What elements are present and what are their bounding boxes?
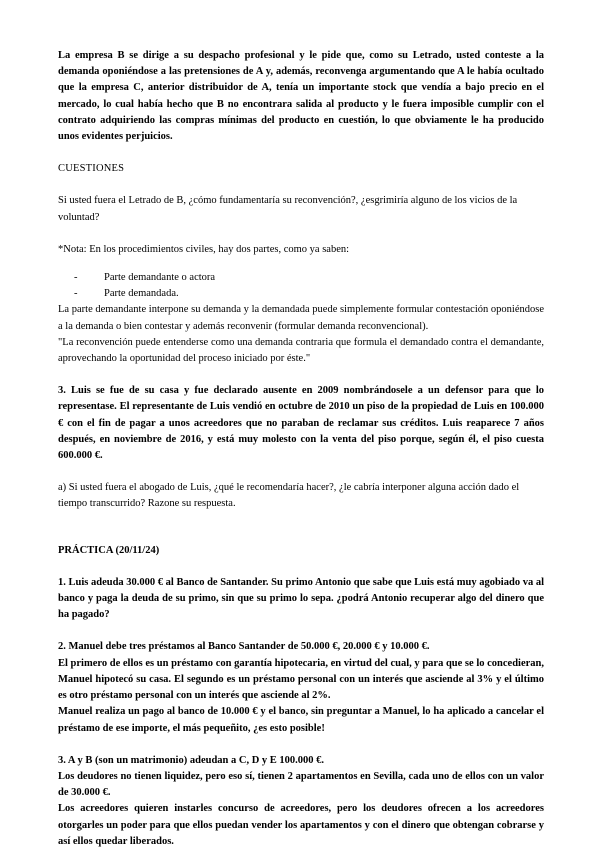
nota-quote: "La reconvención puede entenderse como una demanda contraria que formula el demandado contra el demandante, aprovechando la oportunidad del proceso iniciado por éste." bbox=[58, 336, 544, 365]
practica-2-question: Manuel realiza un pago al banco de 10.000 € y el banco, sin preguntar a Manuel, lo ha aplicado a cancelar el préstamo de ese importe, el más pequeñito, ¿es esto posible! bbox=[58, 706, 544, 734]
practica-2-body: El primero de ellos es un préstamo con garantía hipotecaria, en virtud del cual, y para que se lo concedieran, Manuel hipotecó su casa. El segundo es un préstamo personal con un interés que asciende al 3% y el último es otro préstamo personal con un interés que asciende al 2%. bbox=[58, 657, 544, 702]
case-statement: La empresa B se dirige a su despacho profesional y le pide que, como su Letrado, usted conteste a la demanda oponiéndose a las pretensiones de A y, además, reconvenga argumentando que A le había ocultado que la empresa C, anterior distribuidor de A, tenía un importante stock que vendía a bajo precio en el mercado, lo cual había hecho que B no encontrara salida al producto y le fuera imposible cumplir con el contrato adquiriendo las compras mínimas del producto en cuestión, lo que obviamente le ha producido unos evidentes perjuicios. bbox=[58, 50, 544, 143]
practica-1: 1. Luis adeuda 30.000 € al Banco de Santander. Su primo Antonio que sabe que Luis está muy agobiado va al banco y paga la deuda de su primo, sin que su primo lo sepa. ¿podrá Antonio recuperar algo del dinero que ha pagado? bbox=[58, 576, 544, 621]
nota-intro: *Nota: En los procedimientos civiles, hay dos partes, como ya saben: bbox=[58, 243, 350, 255]
practica-3-question: Los acreedores quieren instarles concurso de acreedores, pero los deudores ofrecen a los acreedores otorgarles un poder para que ellos puedan vender los apartamentos y con el dinero que obtengan cobrarse y así ellos quedar liberados. bbox=[58, 803, 544, 847]
practica-heading: PRÁCTICA (20/11/24) bbox=[58, 544, 160, 556]
caso-3-question: a) Si usted fuera el abogado de Luis, ¿qué le recomendaría hacer?, ¿le cabría interponer alguna acción dado el tiempo transcurrido? Razone su respuesta. bbox=[58, 482, 520, 510]
practica-3-body: Los deudores no tienen liquidez, pero eso sí, tienen 2 apartamentos en Sevilla, cada uno de ellos con un valor de 30.000 €. bbox=[58, 770, 544, 799]
partes-list bbox=[58, 270, 544, 302]
cuestiones-question: Si usted fuera el Letrado de B, ¿cómo fundamentaría su reconvención?, ¿esgrimiría alguno de los vicios de la voluntad? bbox=[58, 195, 518, 223]
caso-3: 3. Luis se fue de su casa y fue declarado ausente en 2009 nombrándosele a un defensor para que lo representase. El representante de Luis vendió en octubre de 2010 un piso de la propiedad de Luis en 100.000 € con el fin de pagar a unos acreedores que no paraban de reclamar sus créditos. Luis reaparece 7 años después, en noviembre de 2016, y está muy molesto con la venta del piso porque, según él, el piso cuesta 600.000 €. bbox=[58, 385, 544, 462]
practica-2-title: 2. Manuel debe tres préstamos al Banco Santander de 50.000 €, 20.000 € y 10.000 €. bbox=[58, 641, 430, 653]
cuestiones-heading: CUESTIONES bbox=[58, 163, 125, 175]
document-page bbox=[58, 48, 544, 850]
list-item: - Parte demandada. bbox=[74, 286, 544, 302]
list-item: - Parte demandante o actora bbox=[74, 270, 544, 286]
practica-3-title: 3. A y B (son un matrimonio) adeudan a C, D y E 100.000 €. bbox=[58, 754, 325, 766]
nota-body: La parte demandante interpone su demanda y la demandada puede simplemente formular contestación oponiéndose a la demanda o bien contestar y además reconvenir (formular demanda reconvencional). bbox=[58, 304, 544, 332]
